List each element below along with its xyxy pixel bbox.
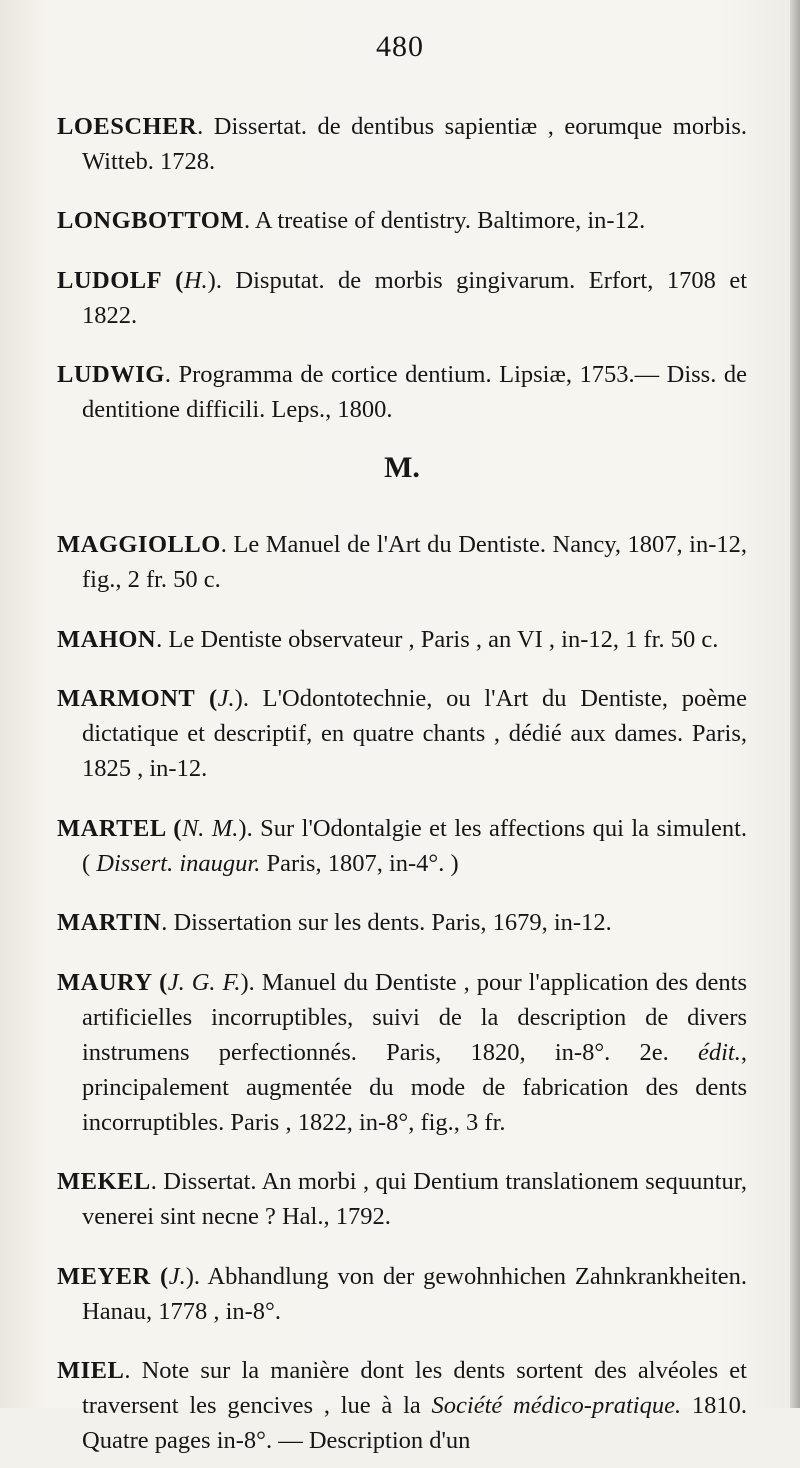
entry-martel: MARTEL (N. M.). Sur l'Odontalgie et les affections qui la simulent. ( Dissert. inaugur. Paris, 1807, in-4°. ) bbox=[57, 814, 747, 877]
bibliography-list bbox=[57, 84, 747, 1468]
page-edge-shadow bbox=[790, 0, 800, 1408]
entry-miel: MIEL. Note sur la manière dont les dents sortent des alvéoles et traversent les gencives , lue à la Société médico-pratique. 1810. Quatre pages in-8°. — Description d'un bbox=[57, 1357, 747, 1454]
entry-ludolf: LUDOLF (H.). Disputat. de morbis gingivarum. Erfort, 1708 et 1822. bbox=[57, 266, 748, 329]
entry-martin: MARTIN. Dissertation sur les dents. Paris, 1679, in-12. bbox=[57, 909, 612, 936]
entry-meyer: MEYER (J.). Abhandlung von der gewohnhichen Zahnkrankheiten. Hanau, 1778 , in-8°. bbox=[57, 1262, 747, 1325]
entry-ludwig: LUDWIG. Programma de cortice dentium. Lipsiæ, 1753.— Diss. de dentitione difficili. Leps., 1800. bbox=[57, 361, 747, 423]
entry-marmont: MARMONT (J.). L'Odontotechnie, ou l'Art du Dentiste, poème dictatique et descriptif, en quatre chants , dédié aux dames. Paris, 1825 , in-12. bbox=[57, 685, 747, 782]
section-heading-m: M. bbox=[384, 451, 420, 484]
entry-maggiollo: MAGGIOLLO. Le Manuel de l'Art du Dentiste. Nancy, 1807, in-12, fig., 2 fr. 50 c. bbox=[57, 531, 747, 593]
entry-mahon: MAHON. Le Dentiste observateur , Paris , an VI , in-12, 1 fr. 50 c. bbox=[57, 625, 719, 653]
entry-longbottom: LONGBOTTOM. A treatise of dentistry. Baltimore, in-12. bbox=[57, 207, 646, 234]
entry-maury: MAURY (J. G. F.). Manuel du Dentiste , pour l'application des dents artificielles incorruptibles, suivi de la description de divers instrumens perfectionnés. Paris, 1820, in-8°. 2e. édit., principalement augmentée du mode de fabrication des dents incorruptibles. Paris , 1822, in-8°, fig., 3 fr. bbox=[57, 968, 748, 1136]
page-number: 480 bbox=[376, 30, 424, 63]
entry-loescher: LOESCHER. Dissertat. de dentibus sapientiæ , eorumque morbis. Witteb. 1728. bbox=[57, 112, 747, 175]
entry-mekel: MEKEL. Dissertat. An morbi , qui Dentium translationem sequuntur, venerei sint necne ? Hal., 1792. bbox=[57, 1168, 747, 1230]
